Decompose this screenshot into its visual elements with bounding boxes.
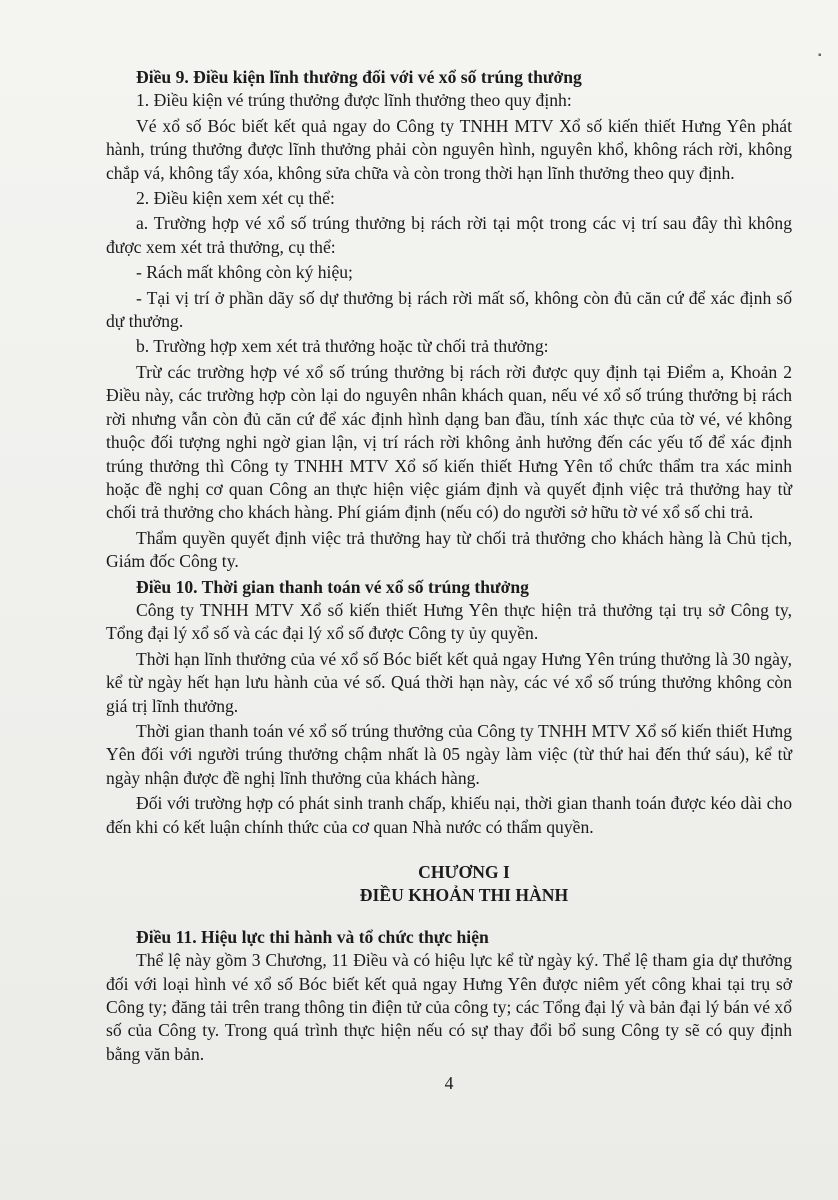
article-9-clause-2: 2. Điều kiện xem xét cụ thể: <box>136 188 335 209</box>
article-10-paragraph-3: Thời gian thanh toán vé xổ số trúng thưởng của Công ty TNHH MTV Xổ số kiến thiết Hưng Yên đối với người trúng thưởng chậm nhất là 05 ngày làm việc (từ thứ hai đến thứ sáu), kể từ ngày nhận được đề nghị lĩnh thưởng của khách hàng. <box>106 720 792 788</box>
article-9-clause-2b-text: Trừ các trường hợp vé xổ số trúng thưởng bị rách rời được quy định tại Điểm a, Khoản 2 Điều này, các trường hợp còn lại do nguyên nhân khách quan, nếu vé xổ số trúng thưởng bị rách rời nhưng vẫn còn đủ căn cứ để xác định hình dạng ban đầu, tính xác thực của tờ vé, vé không thuộc đối tượng nghi ngờ gian lận, vị trí rách rời không ảnh hưởng đến các yếu tố để xác định trúng thưởng thì Công ty TNHH MTV Xổ số kiến thiết Hưng Yên tổ chức thẩm tra xác minh hoặc đề nghị cơ quan Công an thực hiện việc giám định và quyết định việc trả thưởng hay từ chối trả thưởng cho khách hàng. Phí giám định (nếu có) do người sở hữu tờ vé xổ số chi trả. <box>106 361 792 523</box>
chapter-number: CHƯƠNG I <box>418 862 510 882</box>
article-9-clause-2a-bullet-2: - Tại vị trí ở phần dãy số dự thưởng bị rách rời mất số, không còn đủ căn cứ để xác định số dự thưởng. <box>106 287 792 332</box>
page-number: 4 <box>444 1073 454 1094</box>
article-9-clause-2a: a. Trường hợp vé xổ số trúng thưởng bị rách rời tại một trong các vị trí sau đây thì không được xem xét trả thưởng, cụ thể: <box>106 213 792 257</box>
article-9-clause-2a-bullet-1: - Rách mất không còn ký hiệu; <box>136 262 353 283</box>
article-11-paragraph-1: Thể lệ này gồm 3 Chương, 11 Điều và có hiệu lực kể từ ngày ký. Thể lệ tham gia dự thưởng đối với loại hình vé xổ số Bóc biết kết quả ngay Hưng Yên được niêm yết công khai tại trụ sở Công ty; đăng tải trên trang thông tin điện tử của công ty; các Tổng đại lý và bản đại lý bán vé xổ số của Công ty. Trong quá trình thực hiện nếu có sự thay đổi bổ sung Công ty sẽ có quy định bằng văn bản. <box>106 950 792 1064</box>
chapter-title: ĐIỀU KHOẢN THI HÀNH <box>359 885 569 906</box>
article-9-clause-2b: b. Trường hợp xem xét trả thưởng hoặc từ chối trả thưởng: <box>136 336 549 357</box>
article-9-heading: Điều 9. Điều kiện lĩnh thưởng đối với vé xổ số trúng thưởng <box>136 67 582 87</box>
article-11-heading: Điều 11. Hiệu lực thi hành và tổ chức thực hiện <box>136 926 489 947</box>
article-9-clause-1: 1. Điều kiện vé trúng thưởng được lĩnh thưởng theo quy định: <box>136 90 572 111</box>
article-10-paragraph-2: Thời hạn lĩnh thưởng của vé xổ số Bóc biết kết quả ngay Hưng Yên trúng thưởng là 30 ngày, kể từ ngày hết hạn lưu hành của vé số. Quá thời hạn này, các vé xổ số trúng thưởng không còn giá trị lĩnh thưởng. <box>106 648 792 716</box>
speck-mark: ▪ <box>818 50 822 61</box>
article-10-heading: Điều 10. Thời gian thanh toán vé xổ số trúng thưởng <box>136 576 529 597</box>
article-10-paragraph-1: Công ty TNHH MTV Xổ số kiến thiết Hưng Yên thực hiện trả thưởng tại trụ sở Công ty, Tổng đại lý xổ số và các đại lý xổ số được Công ty ủy quyền. <box>106 599 792 644</box>
article-10-paragraph-4: Đối với trường hợp có phát sinh tranh chấp, khiếu nại, thời gian thanh toán được kéo dài cho đến khi có kết luận chính thức của cơ quan Nhà nước có thẩm quyền. <box>106 793 792 837</box>
article-9-clause-1-text: Vé xổ số Bóc biết kết quả ngay do Công ty TNHH MTV Xổ số kiến thiết Hưng Yên phát hành, trúng thưởng được lĩnh thưởng phải còn nguyên hình, nguyên khổ, không rách rời, không chắp vá, không tẩy xóa, không sửa chữa và còn trong thời hạn lĩnh thưởng theo quy định. <box>106 115 792 183</box>
article-9-clause-2b-authority: Thẩm quyền quyết định việc trả thưởng hay từ chối trả thưởng cho khách hàng là Chủ tịch, Giám đốc Công ty. <box>106 527 792 572</box>
